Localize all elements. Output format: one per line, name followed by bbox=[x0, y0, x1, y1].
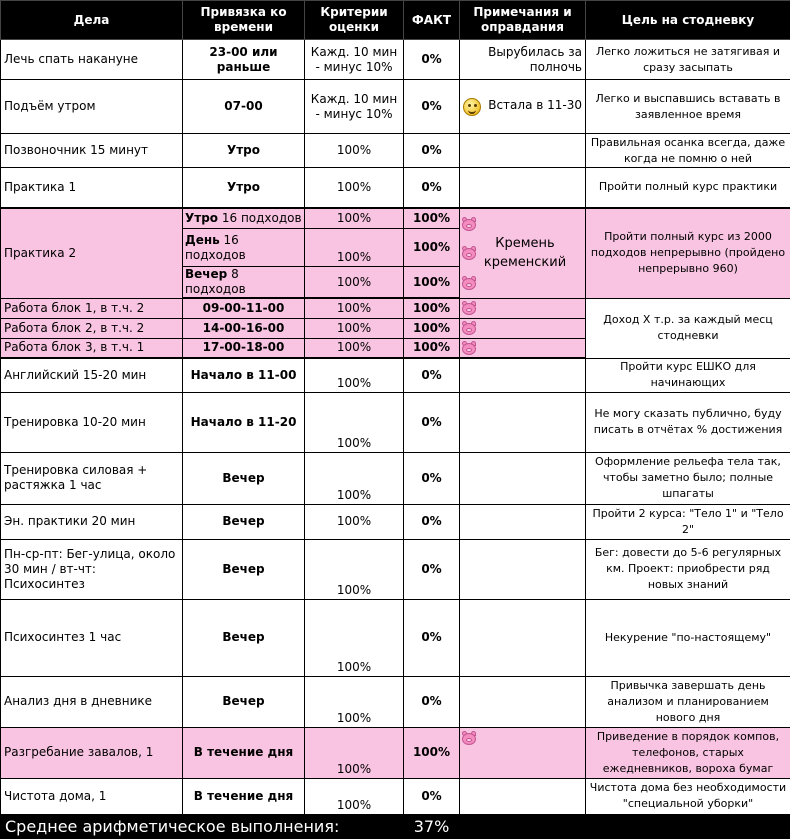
goal-cell[interactable]: Чистота дома без необходимости "специальной уборки" bbox=[586, 778, 790, 814]
task-name[interactable]: Тренировка силовая + растяжка 1 час bbox=[1, 452, 183, 504]
table-row bbox=[1, 727, 790, 778]
pig-icon bbox=[461, 276, 477, 290]
time-binding[interactable]: 07-00 bbox=[183, 80, 305, 134]
time-binding[interactable]: В течение дня bbox=[183, 727, 305, 778]
task-name[interactable]: Психосинтез 1 час bbox=[1, 599, 183, 676]
time-binding[interactable]: Вечер bbox=[183, 676, 305, 727]
note-cell[interactable] bbox=[460, 504, 586, 539]
goal-cell[interactable]: Бег: довести до 5-6 регулярных км. Проект: приобрести ряд новых знаний bbox=[586, 539, 790, 599]
time-binding[interactable]: Вечер bbox=[183, 452, 305, 504]
average-value[interactable]: 37% bbox=[404, 814, 460, 838]
note-cell[interactable] bbox=[460, 208, 586, 299]
table-row bbox=[1, 134, 790, 168]
fact-cell[interactable]: 0% bbox=[404, 676, 460, 727]
task-name[interactable]: Английский 15-20 мин bbox=[1, 358, 183, 392]
task-name[interactable]: Тренировка 10-20 мин bbox=[1, 392, 183, 452]
criteria-cell[interactable]: 100% bbox=[305, 392, 404, 452]
goal-cell[interactable]: Легко ложиться не затягивая и сразу засыпать bbox=[586, 40, 790, 80]
note-cell[interactable] bbox=[460, 338, 586, 358]
pig-icon bbox=[461, 246, 477, 260]
criteria-cell[interactable]: 100% bbox=[305, 452, 404, 504]
criteria-cell[interactable]: 100% bbox=[305, 358, 404, 392]
fact-cell[interactable]: 0% bbox=[404, 134, 460, 168]
goal-cell[interactable]: Не могу сказать публично, буду писать в отчётах % достижения bbox=[586, 392, 790, 452]
time-binding[interactable]: Начало в 11-00 bbox=[183, 358, 305, 392]
pig-icon bbox=[461, 321, 477, 335]
table-row bbox=[1, 392, 790, 452]
task-name[interactable]: Лечь спать накануне bbox=[1, 40, 183, 80]
time-part-rest: 8 подходов bbox=[185, 267, 246, 296]
fact-cell[interactable]: 0% bbox=[404, 452, 460, 504]
time-binding[interactable]: Утро bbox=[183, 134, 305, 168]
fact-cell[interactable]: 0% bbox=[404, 392, 460, 452]
goal-cell[interactable]: Пройти полный курс практики bbox=[586, 168, 790, 208]
task-name[interactable]: Пн-ср-пт: Бег-улица, около 30 мин / вт-чт: Психосинтез bbox=[1, 539, 183, 599]
time-binding[interactable]: Вечер bbox=[183, 539, 305, 599]
average-label: Среднее арифметическое выполнения: bbox=[1, 814, 404, 838]
note-cell[interactable] bbox=[460, 298, 586, 318]
note-text: Встала в 11-30 bbox=[488, 98, 582, 112]
fact-cell[interactable]: 100% bbox=[404, 267, 460, 299]
criteria-cell[interactable]: 100% bbox=[305, 778, 404, 814]
fact-cell[interactable]: 0% bbox=[404, 539, 460, 599]
time-binding[interactable]: 17-00-18-00 bbox=[183, 338, 305, 358]
criteria-cell[interactable]: 100% bbox=[305, 134, 404, 168]
note-text: Кремень кременский bbox=[477, 234, 573, 272]
table-row bbox=[1, 539, 790, 599]
table-row bbox=[1, 298, 790, 318]
goal-cell[interactable]: Приведение в порядок компов, телефонов, старых ежедневников, вороха бумаг bbox=[586, 727, 790, 778]
goal-cell[interactable]: Легко и выспавшись вставать в заявленное время bbox=[586, 80, 790, 134]
time-binding[interactable]: 09-00-11-00 bbox=[183, 298, 305, 318]
table-row bbox=[1, 40, 790, 80]
header-fact[interactable]: ФАКТ bbox=[404, 1, 460, 40]
goal-cell[interactable]: Привычка завершать день анализом и планированием нового дня bbox=[586, 676, 790, 727]
task-name[interactable]: Работа блок 3, в т.ч. 1 bbox=[1, 338, 183, 358]
note-cell[interactable] bbox=[460, 80, 586, 134]
fact-cell[interactable]: 0% bbox=[404, 358, 460, 392]
table-row bbox=[1, 599, 790, 676]
criteria-cell[interactable]: 100% bbox=[305, 267, 404, 299]
table-row bbox=[1, 452, 790, 504]
note-cell[interactable] bbox=[460, 452, 586, 504]
time-binding[interactable]: Утро bbox=[183, 168, 305, 208]
criteria-cell[interactable]: 100% bbox=[305, 318, 404, 338]
time-binding[interactable]: Вечер bbox=[183, 599, 305, 676]
time-binding[interactable]: В течение дня bbox=[183, 778, 305, 814]
fact-cell[interactable]: 0% bbox=[404, 168, 460, 208]
note-cell[interactable] bbox=[460, 676, 586, 727]
header-time[interactable]: Привязка ко времени bbox=[183, 1, 305, 40]
criteria-cell[interactable]: Кажд. 10 мин - минус 10% bbox=[305, 80, 404, 134]
pig-icon bbox=[461, 731, 477, 745]
fact-cell[interactable]: 100% bbox=[404, 727, 460, 778]
fact-cell[interactable]: 0% bbox=[404, 599, 460, 676]
note-cell[interactable] bbox=[460, 778, 586, 814]
criteria-cell[interactable]: Кажд. 10 мин - минус 10% bbox=[305, 40, 404, 80]
goal-cell[interactable]: Некурение "по-настоящему" bbox=[586, 599, 790, 676]
pig-icon bbox=[461, 341, 477, 355]
note-cell[interactable] bbox=[460, 599, 586, 676]
task-name[interactable]: Чистота дома, 1 bbox=[1, 778, 183, 814]
criteria-cell[interactable]: 100% bbox=[305, 676, 404, 727]
time-part-rest: 16 подходов bbox=[218, 211, 302, 225]
task-name[interactable]: Подъём утром bbox=[1, 80, 183, 134]
criteria-cell[interactable]: 100% bbox=[305, 539, 404, 599]
task-name[interactable]: Практика 2 bbox=[1, 208, 183, 299]
time-part-bold: Вечер bbox=[185, 267, 227, 281]
table-row bbox=[1, 80, 790, 134]
fact-cell[interactable]: 100% bbox=[404, 318, 460, 338]
goal-cell[interactable]: Правильная осанка всегда, даже когда не помню о ней bbox=[586, 134, 790, 168]
header-criteria[interactable]: Критерии оценки bbox=[305, 1, 404, 40]
note-cell[interactable] bbox=[460, 358, 586, 392]
time-part-rest: 16 подходов bbox=[185, 233, 246, 262]
note-cell[interactable] bbox=[460, 134, 586, 168]
time-binding[interactable]: Начало в 11-20 bbox=[183, 392, 305, 452]
goal-cell[interactable]: Пройти 2 курса: "Тело 1" и "Тело 2" bbox=[586, 504, 790, 539]
task-name[interactable]: Разгребание завалов, 1 bbox=[1, 727, 183, 778]
goal-cell[interactable]: Оформление рельефа тела так, чтобы заметно было; полные шпагаты bbox=[586, 452, 790, 504]
time-binding[interactable] bbox=[183, 229, 305, 267]
table-row bbox=[1, 778, 790, 814]
task-name[interactable]: Работа блок 2, в т.ч. 2 bbox=[1, 318, 183, 338]
note-cell[interactable]: Вырубилась за полночь bbox=[460, 40, 586, 80]
note-cell[interactable] bbox=[460, 318, 586, 338]
time-binding[interactable] bbox=[183, 208, 305, 229]
fact-cell[interactable]: 100% bbox=[404, 298, 460, 318]
fact-cell[interactable]: 100% bbox=[404, 229, 460, 267]
criteria-cell[interactable]: 100% bbox=[305, 504, 404, 539]
criteria-cell[interactable]: 100% bbox=[305, 208, 404, 229]
note-cell[interactable] bbox=[460, 727, 586, 778]
fact-cell[interactable]: 0% bbox=[404, 504, 460, 539]
footer-blank bbox=[460, 814, 790, 838]
criteria-cell[interactable]: 100% bbox=[305, 168, 404, 208]
goal-cell[interactable]: Пройти полный курс из 2000 подходов непрерывно (пройдено непрерывно 960) bbox=[586, 208, 790, 299]
header-goal[interactable]: Цель на стодневку bbox=[586, 1, 790, 40]
pig-icon bbox=[461, 301, 477, 315]
note-cell[interactable] bbox=[460, 168, 586, 208]
criteria-cell[interactable]: 100% bbox=[305, 298, 404, 318]
smiley-icon bbox=[463, 98, 481, 116]
fact-cell[interactable]: 100% bbox=[404, 208, 460, 229]
header-row bbox=[1, 1, 790, 40]
criteria-cell[interactable]: 100% bbox=[305, 229, 404, 267]
goal-cell[interactable]: Доход Х т.р. за каждый месц стодневки bbox=[586, 298, 790, 358]
criteria-cell[interactable]: 100% bbox=[305, 599, 404, 676]
note-cell[interactable] bbox=[460, 539, 586, 599]
criteria-cell[interactable]: 100% bbox=[305, 727, 404, 778]
fact-cell[interactable]: 0% bbox=[404, 40, 460, 80]
fact-cell[interactable]: 100% bbox=[404, 338, 460, 358]
pig-icon bbox=[461, 217, 477, 231]
table-row bbox=[1, 168, 790, 208]
time-part-bold: Утро bbox=[185, 211, 218, 225]
header-notes[interactable]: Примечания и оправдания bbox=[460, 1, 586, 40]
table-row bbox=[1, 504, 790, 539]
pig-icon-column bbox=[461, 217, 477, 290]
time-part-bold: День bbox=[185, 233, 220, 247]
goal-cell[interactable]: Пройти курс ЕШКО для начинающих bbox=[586, 358, 790, 392]
table-row bbox=[1, 358, 790, 392]
task-name[interactable]: Позвоночник 15 минут bbox=[1, 134, 183, 168]
time-binding[interactable]: 23-00 или раньше bbox=[183, 40, 305, 80]
table-row bbox=[1, 208, 790, 229]
task-name[interactable]: Работа блок 1, в т.ч. 2 bbox=[1, 298, 183, 318]
fact-cell[interactable]: 0% bbox=[404, 778, 460, 814]
criteria-cell[interactable]: 100% bbox=[305, 338, 404, 358]
header-tasks[interactable]: Дела bbox=[1, 1, 183, 40]
time-binding[interactable]: Вечер bbox=[183, 504, 305, 539]
footer-row bbox=[1, 814, 790, 838]
time-binding[interactable]: 14-00-16-00 bbox=[183, 318, 305, 338]
table-row bbox=[1, 676, 790, 727]
task-name[interactable]: Практика 1 bbox=[1, 168, 183, 208]
task-name[interactable]: Эн. практики 20 мин bbox=[1, 504, 183, 539]
time-binding[interactable] bbox=[183, 267, 305, 299]
fact-cell[interactable]: 0% bbox=[404, 80, 460, 134]
note-cell[interactable] bbox=[460, 392, 586, 452]
task-name[interactable]: Анализ дня в дневнике bbox=[1, 676, 183, 727]
